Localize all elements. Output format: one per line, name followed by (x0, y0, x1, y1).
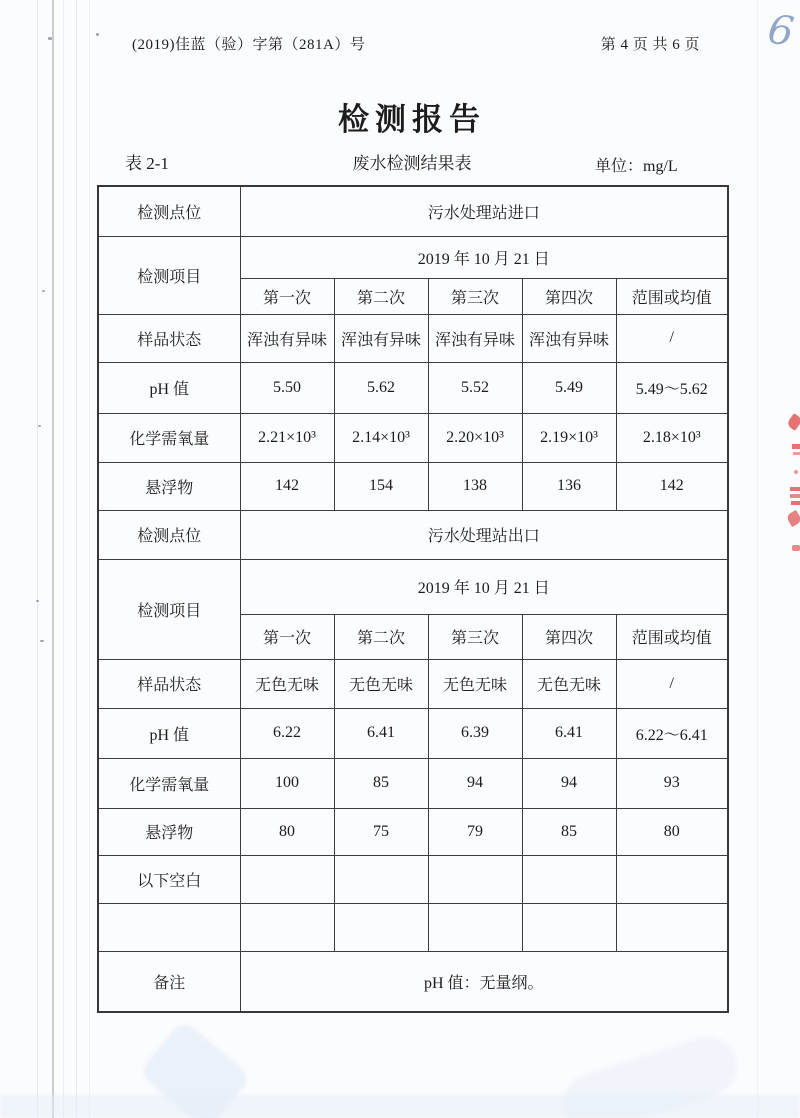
column-header: 第一次 (240, 614, 334, 659)
page-header (132, 33, 700, 54)
empty-cell (616, 855, 728, 903)
cell-ph: 5.49～5.62 (616, 362, 728, 413)
label-ss: 悬浮物 (98, 462, 240, 510)
cell-cod: 85 (334, 758, 428, 808)
scan-speck (48, 37, 52, 40)
scan-speck (42, 290, 45, 292)
scan-speck (40, 640, 44, 642)
cell-ph: 5.50 (240, 362, 334, 413)
red-ink-mark (792, 444, 800, 449)
cell-ss: 136 (522, 462, 616, 510)
column-header: 第四次 (522, 614, 616, 659)
label-cod: 化学需氧量 (98, 758, 240, 808)
cell-cod: 94 (428, 758, 522, 808)
monitoring-point-value: 污水处理站出口 (240, 510, 728, 559)
label-blank-below: 以下空白 (98, 855, 240, 903)
cell-ph: 5.52 (428, 362, 522, 413)
cell-ph: 5.49 (522, 362, 616, 413)
sampling-date: 2019 年 10 月 21 日 (240, 559, 728, 614)
monitoring-point-value: 污水处理站进口 (240, 186, 728, 236)
column-header: 第二次 (334, 278, 428, 314)
cell-sample-state: 浑浊有异味 (334, 314, 428, 362)
column-header: 第二次 (334, 614, 428, 659)
cell-cod: 94 (522, 758, 616, 808)
column-header: 第三次 (428, 614, 522, 659)
scan-speck (96, 33, 99, 36)
cell-ph: 6.22 (240, 708, 334, 758)
label-test-items: 检测项目 (98, 236, 240, 314)
empty-cell (522, 903, 616, 951)
label-ss: 悬浮物 (98, 808, 240, 855)
cell-ph: 6.22～6.41 (616, 708, 728, 758)
cell-cod: 93 (616, 758, 728, 808)
empty-cell (334, 855, 428, 903)
cell-sample-state: 无色无味 (428, 659, 522, 708)
column-header: 第四次 (522, 278, 616, 314)
cell-sample-state: 无色无味 (240, 659, 334, 708)
cell-ss: 80 (240, 808, 334, 855)
red-ink-mark (791, 501, 800, 505)
red-ink-mark (794, 470, 798, 474)
red-ink-mark (786, 413, 800, 431)
empty-cell (98, 903, 240, 951)
cell-cod: 2.20×10³ (428, 413, 522, 462)
column-header: 范围或均值 (616, 614, 728, 659)
column-header: 第三次 (428, 278, 522, 314)
cell-sample-state: / (616, 659, 728, 708)
label-ph: pH 值 (98, 362, 240, 413)
cell-ph: 6.41 (334, 708, 428, 758)
cell-sample-state: 无色无味 (522, 659, 616, 708)
watermark-blob (138, 1019, 252, 1118)
results-table (97, 185, 729, 1013)
cell-ph: 6.39 (428, 708, 522, 758)
cell-sample-state: 浑浊有异味 (240, 314, 334, 362)
document-number: (2019)佳蓝（验）字第（281A）号 (132, 37, 366, 53)
table-title: 废水检测结果表 (352, 154, 472, 173)
cell-ss: 142 (240, 462, 334, 510)
cell-cod: 2.18×10³ (616, 413, 728, 462)
red-ink-mark (793, 452, 800, 455)
cell-sample-state: 浑浊有异味 (522, 314, 616, 362)
unit-label: 单位：mg/L (595, 158, 678, 175)
red-ink-mark (786, 510, 800, 527)
scan-streak (757, 0, 758, 1118)
cell-cod: 2.19×10³ (522, 413, 616, 462)
scan-speck (36, 600, 39, 602)
watermark-blob (555, 1029, 745, 1118)
red-ink-mark (792, 545, 800, 551)
scan-streak (89, 0, 90, 1118)
empty-cell (240, 855, 334, 903)
label-sample-state: 样品状态 (98, 314, 240, 362)
column-header: 范围或均值 (616, 278, 728, 314)
cell-ph: 6.41 (522, 708, 616, 758)
label-remark: 备注 (98, 951, 240, 1012)
remark-value: pH 值：无量纲。 (240, 951, 728, 1012)
cell-cod: 2.14×10³ (334, 413, 428, 462)
column-header: 第一次 (240, 278, 334, 314)
page-fold-line (52, 0, 54, 1118)
label-monitoring-point: 检测点位 (98, 186, 240, 236)
handwritten-page-number: 6 (764, 6, 797, 56)
scan-streak (37, 0, 38, 1118)
scan-streak (76, 0, 77, 1118)
empty-cell (522, 855, 616, 903)
label-test-items: 检测项目 (98, 559, 240, 659)
cell-ss: 79 (428, 808, 522, 855)
cell-ss: 138 (428, 462, 522, 510)
watermark-blob (0, 1095, 800, 1118)
empty-cell (428, 903, 522, 951)
cell-ss: 85 (522, 808, 616, 855)
cell-ss: 154 (334, 462, 428, 510)
cell-ss: 75 (334, 808, 428, 855)
report-title: 检测报告 (338, 102, 486, 137)
cell-cod: 100 (240, 758, 334, 808)
label-sample-state: 样品状态 (98, 659, 240, 708)
page-indicator: 第 4 页 共 6 页 (600, 37, 700, 53)
cell-ph: 5.62 (334, 362, 428, 413)
label-cod: 化学需氧量 (98, 413, 240, 462)
cell-cod: 2.21×10³ (240, 413, 334, 462)
cell-sample-state: 无色无味 (334, 659, 428, 708)
cell-ss: 142 (616, 462, 728, 510)
red-ink-mark (790, 487, 800, 491)
red-ink-mark (790, 494, 800, 498)
empty-cell (428, 855, 522, 903)
cell-sample-state: / (616, 314, 728, 362)
empty-cell (616, 903, 728, 951)
cell-ss: 80 (616, 808, 728, 855)
label-monitoring-point: 检测点位 (98, 510, 240, 559)
empty-cell (334, 903, 428, 951)
scan-streak (63, 0, 64, 1118)
table-number-label: 表 2-1 (125, 154, 169, 173)
label-ph: pH 值 (98, 708, 240, 758)
sampling-date: 2019 年 10 月 21 日 (240, 236, 728, 278)
cell-sample-state: 浑浊有异味 (428, 314, 522, 362)
scan-speck (38, 425, 41, 427)
empty-cell (240, 903, 334, 951)
